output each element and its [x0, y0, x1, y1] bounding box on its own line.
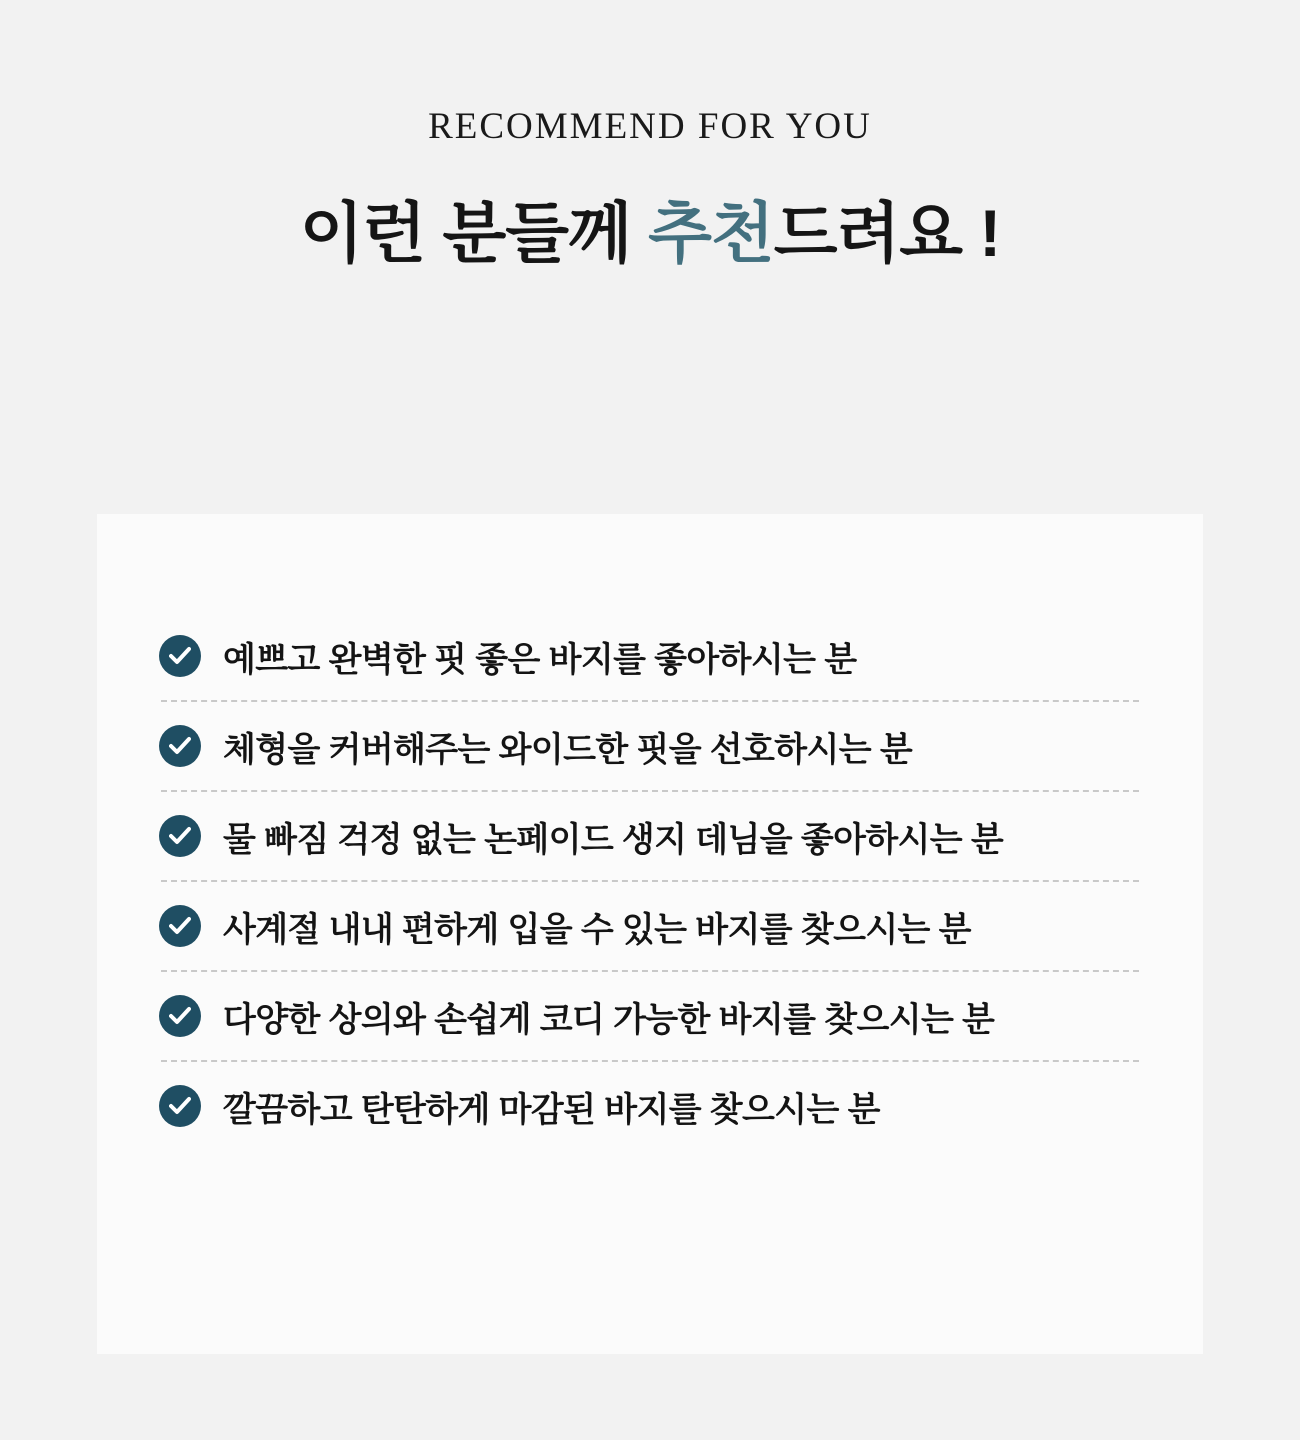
list-item-label: 깔끔하고 탄탄하게 마감된 바지를 찾으시는 분 — [223, 1090, 880, 1129]
list-item — [159, 1062, 1141, 1150]
check-circle-icon — [159, 1085, 201, 1127]
recommend-card — [97, 514, 1203, 1354]
page-title — [0, 197, 1300, 270]
list-item — [159, 972, 1141, 1060]
list-item-label: 예쁘고 완벽한 핏 좋은 바지를 좋아하시는 분 — [223, 640, 857, 679]
check-circle-icon — [159, 995, 201, 1037]
check-circle-icon — [159, 725, 201, 767]
list-item-label: 체형을 커버해주는 와이드한 핏을 선호하시는 분 — [223, 730, 913, 769]
list-item — [159, 882, 1141, 970]
eyebrow-title: RECOMMEND FOR YOU — [428, 106, 872, 147]
headline-part-before: 이런 분들께 — [299, 196, 649, 270]
recommend-list — [159, 612, 1141, 1150]
headline-accent: 추천 — [648, 196, 774, 270]
list-item-label: 물 빠짐 걱정 없는 논페이드 생지 데님을 좋아하시는 분 — [223, 820, 1004, 859]
list-item-label: 다양한 상의와 손쉽게 코디 가능한 바지를 찾으시는 분 — [223, 1000, 995, 1039]
list-item — [159, 792, 1141, 880]
headline-part-after: 드려요 ! — [773, 196, 1001, 270]
check-circle-icon — [159, 815, 201, 857]
check-circle-icon — [159, 635, 201, 677]
list-item-label: 사계절 내내 편하게 입을 수 있는 바지를 찾으시는 분 — [223, 910, 971, 949]
list-item — [159, 702, 1141, 790]
recommend-section — [0, 108, 1300, 1440]
check-circle-icon — [159, 905, 201, 947]
list-item — [159, 612, 1141, 700]
